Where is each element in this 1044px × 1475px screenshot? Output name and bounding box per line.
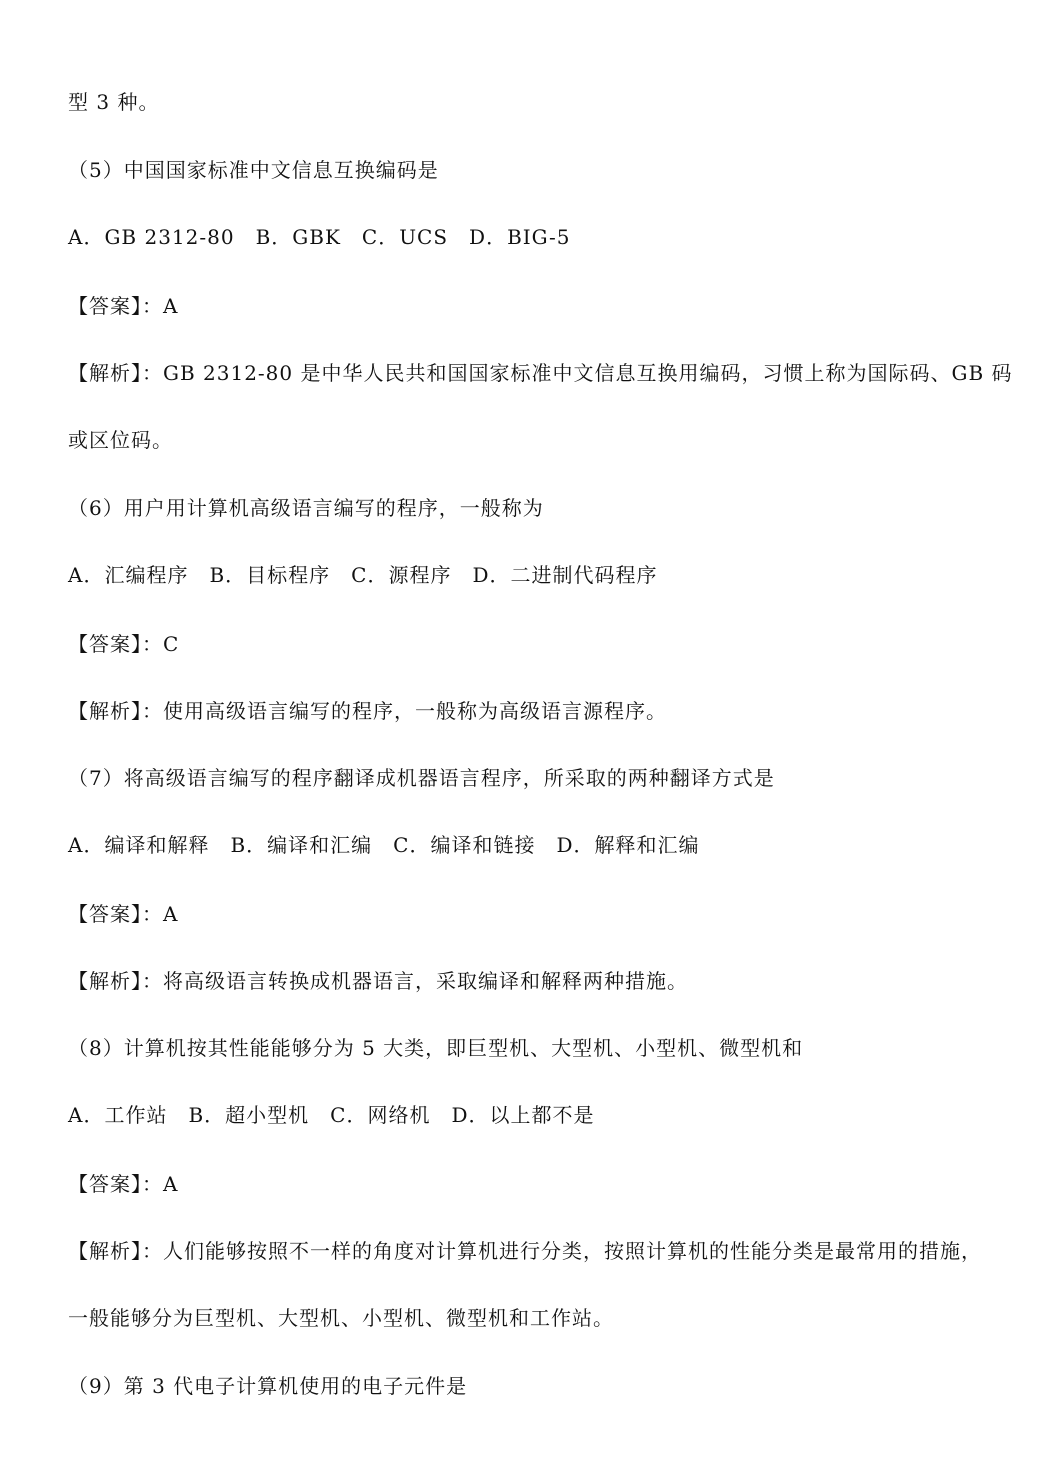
question-5-options: A．GB 2312-80 B．GBK C．UCS D．BIG-5 — [68, 225, 571, 249]
question-8-explanation: 【解析】：人们能够按照不一样的角度对计算机进行分类，按照计算机的性能分类是最常用的措施， — [68, 1239, 982, 1263]
question-7-options: A．编译和解释 B．编译和汇编 C．编译和链接 D．解释和汇编 — [68, 833, 700, 857]
question-7: （7）将高级语言编写的程序翻译成机器语言程序，所采取的两种翻译方式是 — [68, 766, 775, 790]
question-7-explanation: 【解析】：将高级语言转换成机器语言，采取编译和解释两种措施。 — [68, 969, 688, 993]
question-8-answer: 【答案】：A — [68, 1172, 179, 1196]
question-6-explanation: 【解析】：使用高级语言编写的程序，一般称为高级语言源程序。 — [68, 699, 667, 723]
question-6: （6）用户用计算机高级语言编写的程序，一般称为 — [68, 496, 544, 520]
text-line-continuation: 型 3 种。 — [68, 90, 160, 114]
question-5-answer: 【答案】：A — [68, 294, 179, 318]
question-5-explanation: 【解析】：GB 2312-80 是中华人民共和国国家标准中文信息互换用编码，习惯上称为国际码、GB 码 — [68, 361, 1013, 385]
question-6-options: A．汇编程序 B．目标程序 C．源程序 D．二进制代码程序 — [68, 563, 658, 587]
question-8: （8）计算机按其性能能够分为 5 大类，即巨型机、大型机、小型机、微型机和 — [68, 1036, 804, 1060]
question-8-options: A．工作站 B．超小型机 C．网络机 D．以上都不是 — [68, 1103, 595, 1127]
question-5: （5）中国国家标准中文信息互换编码是 — [68, 158, 439, 182]
question-6-answer: 【答案】：C — [68, 632, 180, 656]
question-8-explanation-cont: 一般能够分为巨型机、大型机、小型机、微型机和工作站。 — [68, 1306, 614, 1330]
question-7-answer: 【答案】：A — [68, 902, 179, 926]
question-9: （9）第 3 代电子计算机使用的电子元件是 — [68, 1374, 468, 1398]
question-5-explanation-cont: 或区位码。 — [68, 428, 173, 452]
